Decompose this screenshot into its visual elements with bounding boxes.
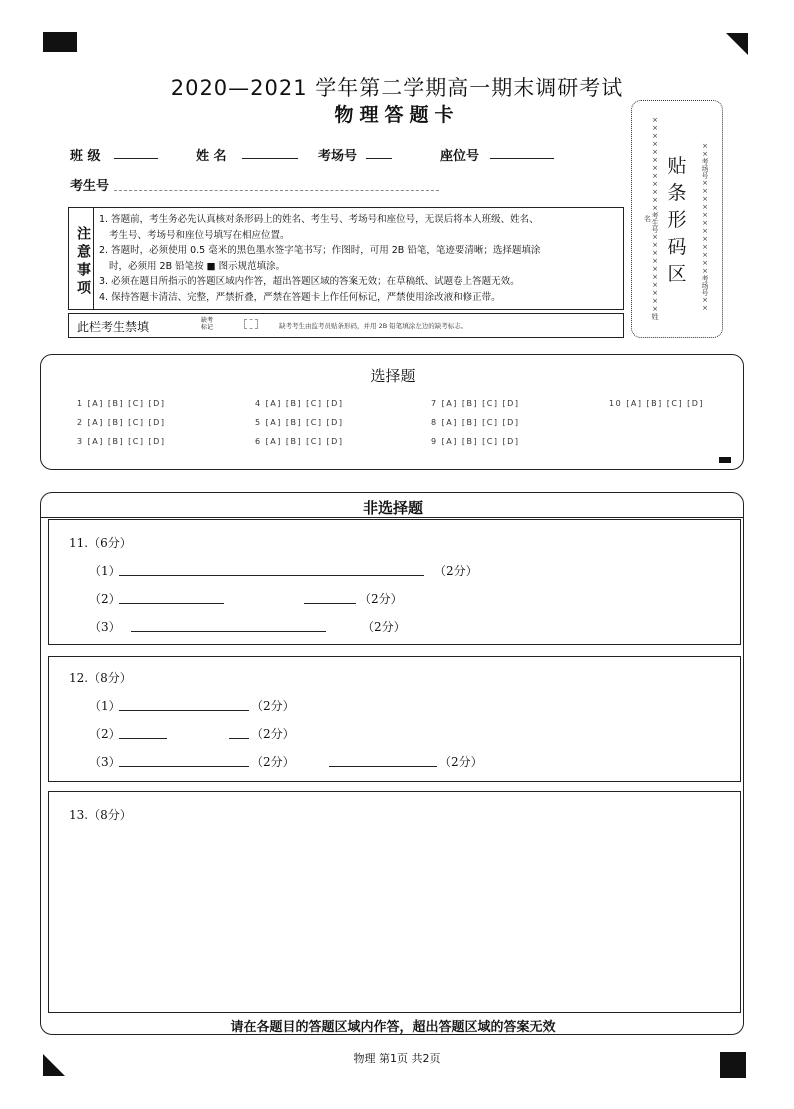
- q12-part-2: （2）: [89, 727, 121, 741]
- room-field[interactable]: [366, 158, 392, 159]
- notice-list: [99, 212, 621, 305]
- q12-score-1: （2分）: [251, 699, 295, 713]
- q12-answer-line-2b[interactable]: [229, 738, 249, 739]
- q11-answer-line-2a[interactable]: [119, 603, 224, 604]
- question-11-label: 11.（6分）: [69, 536, 132, 550]
- q12-answer-line-2a[interactable]: [119, 738, 167, 739]
- question-12-label: 12.（8分）: [69, 671, 132, 685]
- ban-label: 此栏考生禁填: [77, 320, 150, 334]
- q11-part-3: （3）: [89, 620, 121, 634]
- q12-score-3a: （2分）: [251, 755, 295, 769]
- answer-area-warning: 请在各题目的答题区域内作答，超出答题区域的答案无效: [230, 1020, 556, 1035]
- choice-row-4[interactable]: 4 [A] [B] [C] [D]: [255, 399, 344, 408]
- notice-item: 时，必须用 2B 铅笔按 ■ 图示规范填涂。: [109, 260, 286, 272]
- notice-heading: 注意事项: [69, 208, 94, 309]
- choice-row-8[interactable]: 8 [A] [B] [C] [D]: [431, 418, 520, 427]
- q12-part-1: （1）: [89, 699, 121, 713]
- notice-box: [68, 207, 624, 310]
- absence-mark-label: 缺考标记: [201, 317, 214, 331]
- barcode-right-marks: ××考场号××××××××××××考场号××: [701, 141, 709, 312]
- q12-part-3: （3）: [89, 755, 121, 769]
- q11-answer-line-2b[interactable]: [304, 603, 356, 604]
- choice-row-9[interactable]: 9 [A] [B] [C] [D]: [431, 437, 520, 446]
- page-subtitle: 物理答题卡: [334, 104, 460, 126]
- q11-score-3: （2分）: [362, 620, 406, 634]
- multiple-choice-title: 选择题: [370, 367, 416, 385]
- barcode-char: 贴: [667, 155, 687, 177]
- question-11-box[interactable]: [48, 519, 741, 645]
- q12-score-3b: （2分）: [439, 755, 483, 769]
- question-12-box[interactable]: [48, 656, 741, 782]
- q11-score-2: （2分）: [359, 592, 403, 606]
- choice-row-6[interactable]: 6 [A] [B] [C] [D]: [255, 437, 344, 446]
- choice-row-1[interactable]: 1 [A] [B] [C] [D]: [77, 399, 166, 408]
- ban-box: [68, 313, 624, 338]
- barcode-area: [631, 100, 723, 338]
- page-title: 2020—2021 学年第二学期高一期末调研考试: [170, 76, 624, 100]
- choice-row-3[interactable]: 3 [A] [B] [C] [D]: [77, 437, 166, 446]
- question-13-label: 13.（8分）: [69, 808, 132, 822]
- absence-mark-box[interactable]: [244, 319, 258, 329]
- barcode-char: 区: [667, 263, 687, 285]
- q12-answer-line-3b[interactable]: [329, 766, 437, 767]
- choice-row-7[interactable]: 7 [A] [B] [C] [D]: [431, 399, 520, 408]
- barcode-char: 条: [667, 182, 687, 204]
- notice-item: 3. 必须在题目所指示的答题区域内作答，超出答题区域的答案无效；在草稿纸、试题卷上答题无效。: [99, 276, 520, 287]
- class-label: 班 级: [70, 149, 101, 164]
- exam-id-label: 考生号: [70, 179, 110, 194]
- choice-row-2[interactable]: 2 [A] [B] [C] [D]: [77, 418, 166, 427]
- seat-label: 座位号: [440, 149, 480, 164]
- notice-item: 1. 答题前，考生务必先认真核对条形码上的姓名、考生号、考场号和座位号，无误后将本人班级、姓名、: [99, 214, 539, 225]
- non-choice-title: 非选择题: [362, 499, 423, 517]
- barcode-text: [666, 153, 688, 288]
- q12-score-2: （2分）: [251, 727, 295, 741]
- q11-score-1: （2分）: [434, 564, 478, 578]
- q11-answer-line-3[interactable]: [131, 631, 326, 632]
- non-choice-section: [40, 492, 744, 1035]
- choice-row-10[interactable]: 10 [A] [B] [C] [D]: [609, 399, 705, 408]
- q12-answer-line-1[interactable]: [119, 710, 249, 711]
- name-label: 姓 名: [196, 149, 227, 164]
- q11-answer-line-1[interactable]: [119, 575, 424, 576]
- exam-id-field[interactable]: [114, 190, 439, 191]
- q12-answer-line-3a[interactable]: [119, 766, 249, 767]
- multiple-choice-section: [40, 354, 744, 470]
- page-footer: 物理 第1页 共2页: [353, 1052, 441, 1065]
- notice-item: 2. 答题时，必须使用 0.5 毫米的黑色墨水签字笔书写；作图时，可用 2B 铅笔，笔迹要清晰；选择题填涂: [99, 245, 541, 256]
- barcode-char: 码: [667, 236, 687, 258]
- question-13-box[interactable]: [48, 791, 741, 1013]
- absence-mark-note: 缺考考生由监考员贴条形码，并用 2B 铅笔填涂左边的缺考标志。: [279, 322, 468, 330]
- corner-marker-top-left: [43, 32, 77, 52]
- q11-part-2: （2）: [89, 592, 121, 606]
- barcode-left-marks: ××××××××××××考生号××××××××××姓名: [643, 116, 659, 320]
- seat-field[interactable]: [490, 158, 554, 159]
- barcode-char: 形: [667, 209, 687, 231]
- corner-marker-top-right: [726, 33, 748, 55]
- choice-row-5[interactable]: 5 [A] [B] [C] [D]: [255, 418, 344, 427]
- title-divider: [41, 517, 743, 518]
- q11-part-1: （1）: [89, 564, 121, 578]
- timing-mark: [719, 457, 731, 463]
- notice-item: 考生号、考场号和座位号填写在相应位置。: [109, 229, 290, 241]
- notice-item: 4. 保持答题卡清洁、完整，严禁折叠，严禁在答题卡上作任何标记，严禁使用涂改液和修正带。: [99, 291, 501, 303]
- class-field[interactable]: [114, 158, 158, 159]
- name-field[interactable]: [242, 158, 298, 159]
- room-label: 考场号: [318, 149, 358, 164]
